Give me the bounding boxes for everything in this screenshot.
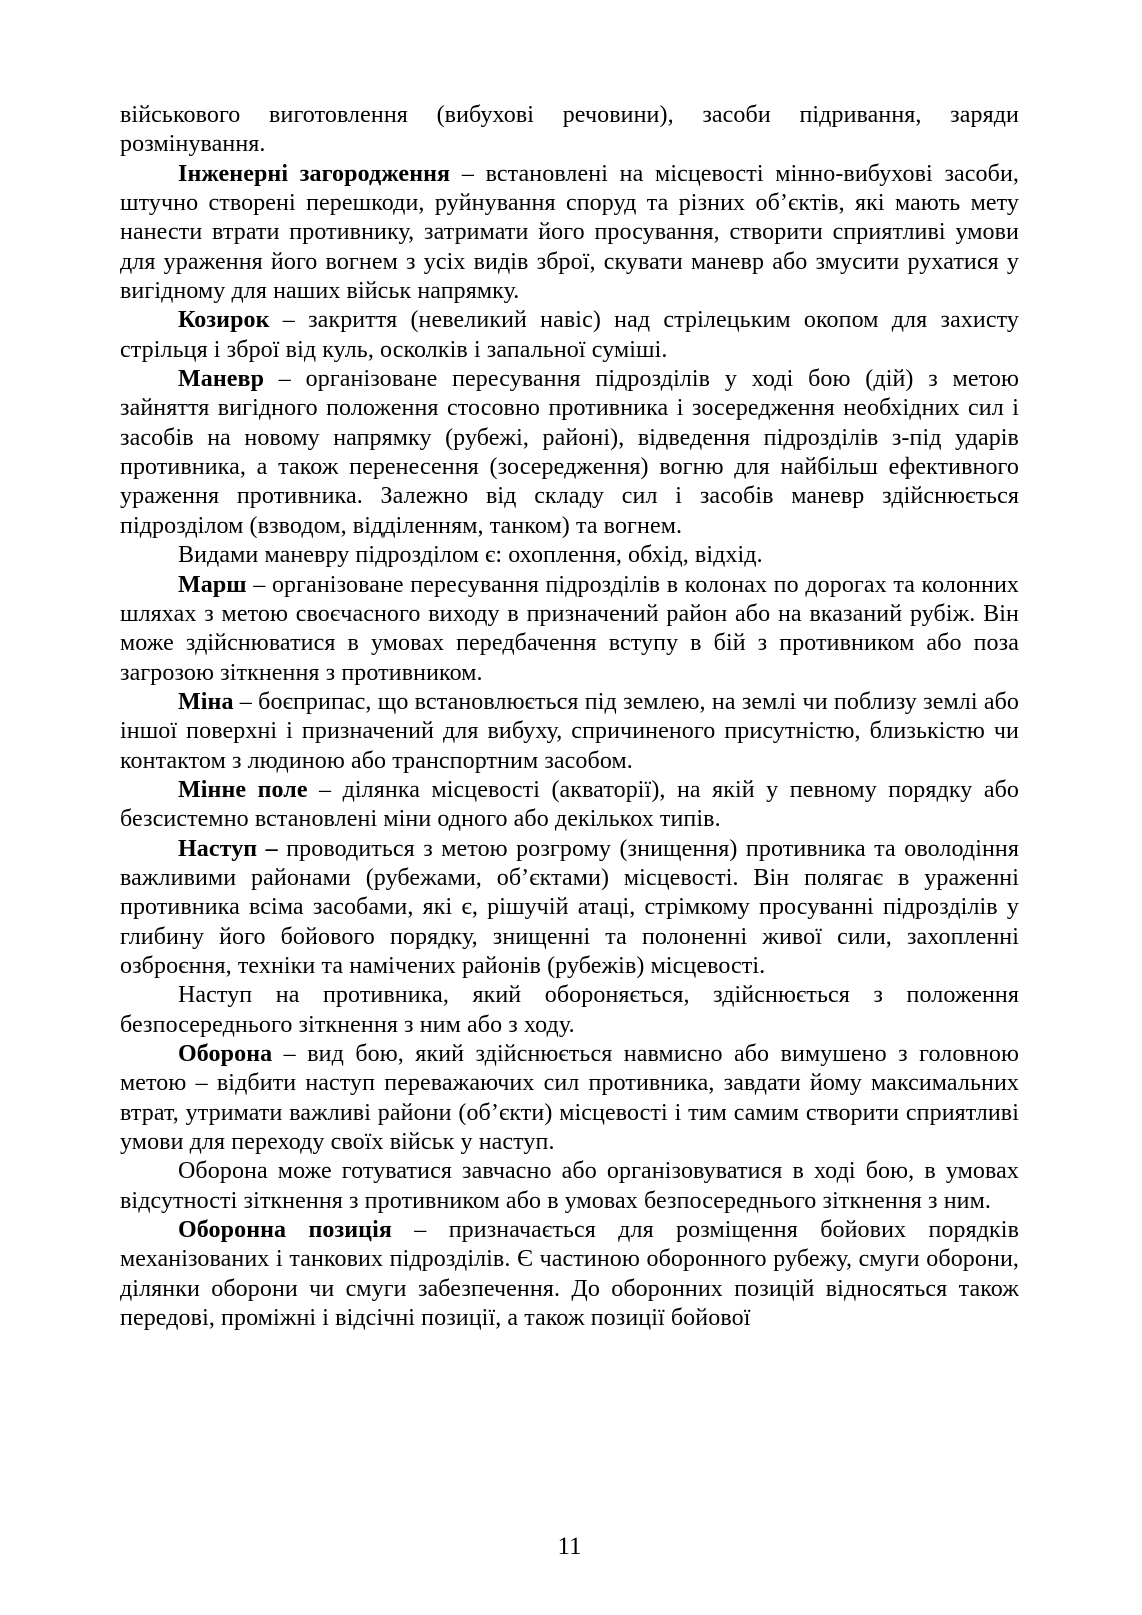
definition-text: – ділянка місцевості (акваторії), на якій у певному порядку або безсистемно встановлені міни одного або декількох типів. <box>120 776 1019 833</box>
text-block <box>120 101 1019 1333</box>
glossary-paragraph <box>120 541 1019 570</box>
glossary-paragraph <box>120 1157 1019 1216</box>
glossary-term: Міна <box>178 688 234 715</box>
glossary-term: Мінне поле <box>178 776 308 803</box>
glossary-paragraph <box>120 306 1019 365</box>
glossary-paragraph <box>120 1040 1019 1157</box>
glossary-paragraph <box>120 160 1019 307</box>
glossary-term: Оборонна позиція <box>178 1217 392 1244</box>
definition-text: Оборона може готуватися завчасно або організовуватися в ході бою, в умовах відсутності зіткнення з противником або в умовах безпосереднього зіткнення з ним. <box>120 1158 1019 1214</box>
glossary-term: Козирок <box>178 307 270 334</box>
glossary-paragraph <box>120 835 1019 982</box>
definition-text: Видами маневру підрозділом є: охоплення, обхід, відхід. <box>178 542 763 569</box>
glossary-term: Оборона <box>178 1041 273 1067</box>
glossary-term: Інженерні загородження <box>178 160 451 187</box>
definition-text: Наступ на противника, який обороняється, здійснюється з положення безпосереднього зіткнення з ним або з ходу. <box>120 982 1019 1038</box>
page-number: 11 <box>557 1533 582 1560</box>
glossary-term: Маневр <box>178 366 265 393</box>
glossary-paragraph <box>120 571 1019 688</box>
glossary-paragraph <box>120 981 1019 1040</box>
definition-text: – призначається для розміщення бойових порядків механізованих і танкових підрозділів. Є частиною оборонного рубежу, смуги оборони, ділянки оборони чи смуги забезпечення. До оборонних позицій відносяться також передові, проміжні і відсічні позиції, а також позиції бойової <box>120 1217 1019 1332</box>
definition-text: – організоване пересування підрозділів в колонах по дорогах та колонних шляхах з метою своєчасного виходу в призначений район або на вказаний рубіж. Він може здійснюватися в умовах передбачення вступу в бій з противником або поза загрозою зіткнення з противником. <box>120 571 1019 686</box>
definition-text: проводиться з метою розгрому (знищення) противника та оволодіння важливими районами (рубежами, об’єктами) місцевості. Він полягає в ураженні противника всіма засобами, які є, рішучій атаці, стрімкому просуванні підрозділів у глибину його бойового порядку, знищенні та полоненні живої сили, захопленні озброєння, техніки та намічених районів (рубежів) місцевості. <box>120 835 1019 979</box>
definition-text: – встановлені на місцевості мінно-вибухові засоби, штучно створені перешкоди, руйнування споруд та різних об’єктів, які мають мету нанести втрати противнику, затримати його просування, створити сприятливі умови для ураження його вогнем з усіх видів зброї, скувати маневр або змусити рухатися у вигідному для наших військ напрямку. <box>120 160 1019 305</box>
definition-text: військового виготовлення (вибухові речовини), засоби підривання, заряди розмінування. <box>120 102 1019 158</box>
definition-text: – боєприпас, що встановлюється під землею, на землі чи поблизу землі або іншої поверхні і призначений для вибуху, спричиненого присутністю, близькістю чи контактом з людиною або транспортним засобом. <box>120 688 1019 774</box>
glossary-paragraph <box>120 688 1019 776</box>
glossary-paragraph <box>120 776 1019 835</box>
definition-text: – закриття (невеликий навіс) над стрілецьким окопом для захисту стрільця і зброї від куль, осколків і запальної суміші. <box>120 307 1019 363</box>
glossary-paragraph <box>120 1216 1019 1333</box>
glossary-paragraph <box>120 101 1019 160</box>
definition-text: – організоване пересування підрозділів у ході бою (дій) з метою зайняття вигідного положення стосовно противника і зосередження необхідних сил і засобів на новому напрямку (рубежі, районі), відведення підрозділів з-під ударів противника, а також перенесення (зосередження) вогню для найбільш ефективного ураження противника. Залежно від складу сил і засобів маневр здійснюється підрозділом (взводом, відділенням, танком) та вогнем. <box>120 366 1019 539</box>
glossary-term: Марш <box>178 571 247 598</box>
definition-text: – вид бою, який здійснюється навмисно або вимушено з головною метою – відбити наступ переважаючих сил противника, завдати йому максимальних втрат, утримати важливі райони (об’єкти) місцевості і тим самим створити сприятливі умови для переходу своїх військ у наступ. <box>120 1041 1019 1156</box>
glossary-paragraph <box>120 365 1019 541</box>
glossary-term: Наступ – <box>178 835 278 862</box>
